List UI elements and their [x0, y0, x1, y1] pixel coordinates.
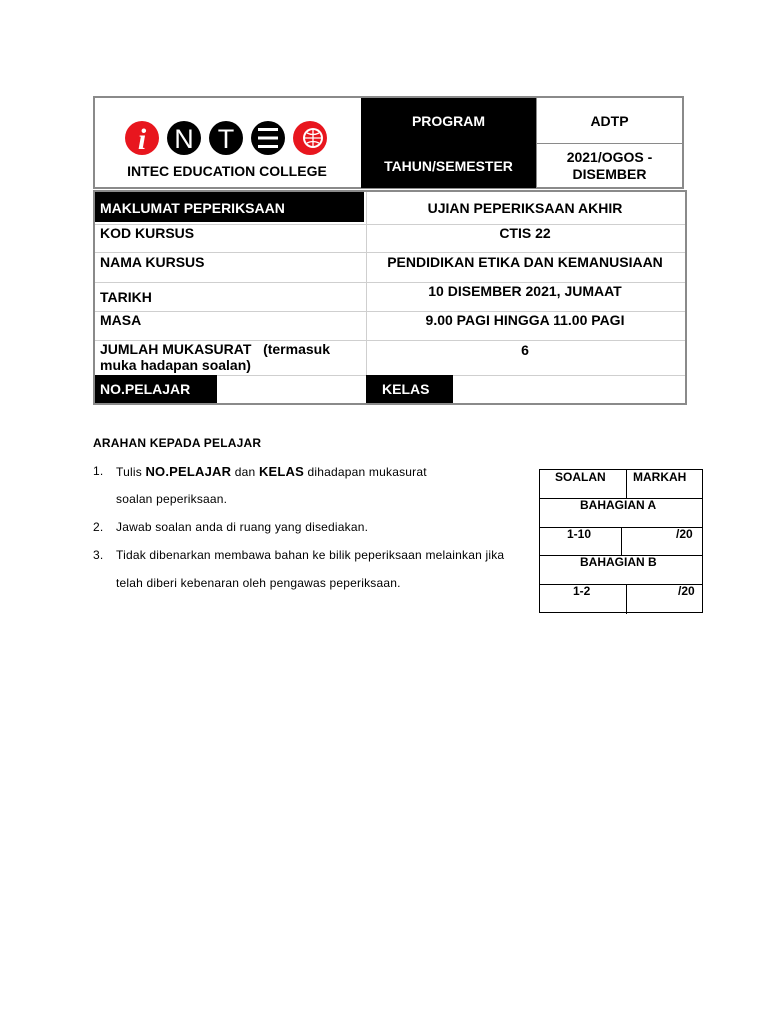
- instruction-1-post: dihadapan mukasurat: [304, 465, 427, 479]
- exam-info-label: MAKLUMAT PEPERIKSAAN: [100, 200, 285, 216]
- instruction-item-2-num: 2.: [93, 520, 104, 534]
- program-value: ADTP: [590, 112, 629, 129]
- logo-graphic: [95, 98, 360, 187]
- marks-section-a-range: 1-10: [567, 527, 592, 541]
- marks-col-marks: MARKAH: [633, 470, 687, 484]
- instruction-item-1-num: 1.: [93, 464, 104, 478]
- class-label: KELAS: [382, 381, 430, 397]
- term-label: TAHUN/SEMESTER: [384, 157, 513, 174]
- marks-section-a: BAHAGIAN A: [580, 498, 657, 512]
- logo-letter-n: N: [174, 124, 194, 154]
- date-value: 10 DISEMBER 2021, JUMAAT: [428, 283, 622, 299]
- pages-label-line2: muka hadapan soalan): [100, 357, 251, 373]
- term-value-line1: 2021/OGOS -: [566, 149, 653, 165]
- student-no-field[interactable]: [218, 375, 364, 403]
- college-name: INTEC EDUCATION COLLEGE: [127, 163, 327, 179]
- marks-section-b-score: /20: [678, 584, 695, 598]
- student-no-label: NO.PELAJAR: [100, 381, 191, 397]
- term-label-cell: [361, 143, 536, 188]
- instruction-item-3-line2: telah diberi kebenaran oleh pengawas peperiksaan.: [116, 576, 401, 590]
- marks-section-b-range: 1-2: [573, 584, 591, 598]
- time-label: MASA: [100, 312, 142, 328]
- term-value-line2: DISEMBER: [572, 166, 647, 182]
- course-name-value: PENDIDIKAN ETIKA DAN KEMANUSIAAN: [387, 254, 663, 270]
- logo-letter-e-bars: [258, 128, 278, 148]
- instruction-1-pre: Tulis: [116, 465, 146, 479]
- pages-label: [100, 341, 362, 373]
- exam-info-value: UJIAN PEPERIKSAAN AKHIR: [427, 200, 623, 216]
- time-value: 9.00 PAGI HINGGA 11.00 PAGI: [425, 312, 625, 328]
- class-field[interactable]: [454, 375, 684, 403]
- pages-label-line1: JUMLAH MUKASURAT (termasuk: [100, 341, 330, 357]
- marks-section-b: BAHAGIAN B: [580, 555, 657, 569]
- program-value-cell: [536, 98, 682, 143]
- marks-section-a-score: /20: [676, 527, 693, 541]
- instruction-item-1-line2: soalan peperiksaan.: [116, 492, 228, 506]
- course-code-label: KOD KURSUS: [100, 225, 195, 241]
- instruction-1-class: KELAS: [258, 464, 304, 479]
- instruction-item-3: Tidak dibenarkan membawa bahan ke bilik peperiksaan melainkan jika: [116, 548, 505, 562]
- date-label: TARIKH: [100, 289, 152, 305]
- instruction-item-2: Jawab soalan anda di ruang yang disediakan.: [116, 520, 369, 534]
- instruction-1-student-no: NO.PELAJAR: [145, 464, 232, 479]
- course-code-value: CTIS 22: [499, 225, 551, 241]
- logo-letter-t: T: [217, 124, 235, 154]
- logo-letter-i: i: [137, 123, 147, 156]
- pages-value: 6: [521, 342, 529, 358]
- marks-col-question: SOALAN: [555, 470, 606, 484]
- instructions-heading: ARAHAN KEPADA PELAJAR: [93, 436, 262, 450]
- program-label-cell: [361, 98, 536, 143]
- program-label: PROGRAM: [411, 112, 486, 129]
- instruction-item-3-num: 3.: [93, 548, 104, 562]
- instruction-item-1: [116, 464, 427, 479]
- intec-logo: [95, 98, 360, 187]
- course-name-label: NAMA KURSUS: [100, 254, 205, 270]
- instruction-1-mid: dan: [231, 465, 259, 479]
- term-value-cell: [536, 143, 682, 188]
